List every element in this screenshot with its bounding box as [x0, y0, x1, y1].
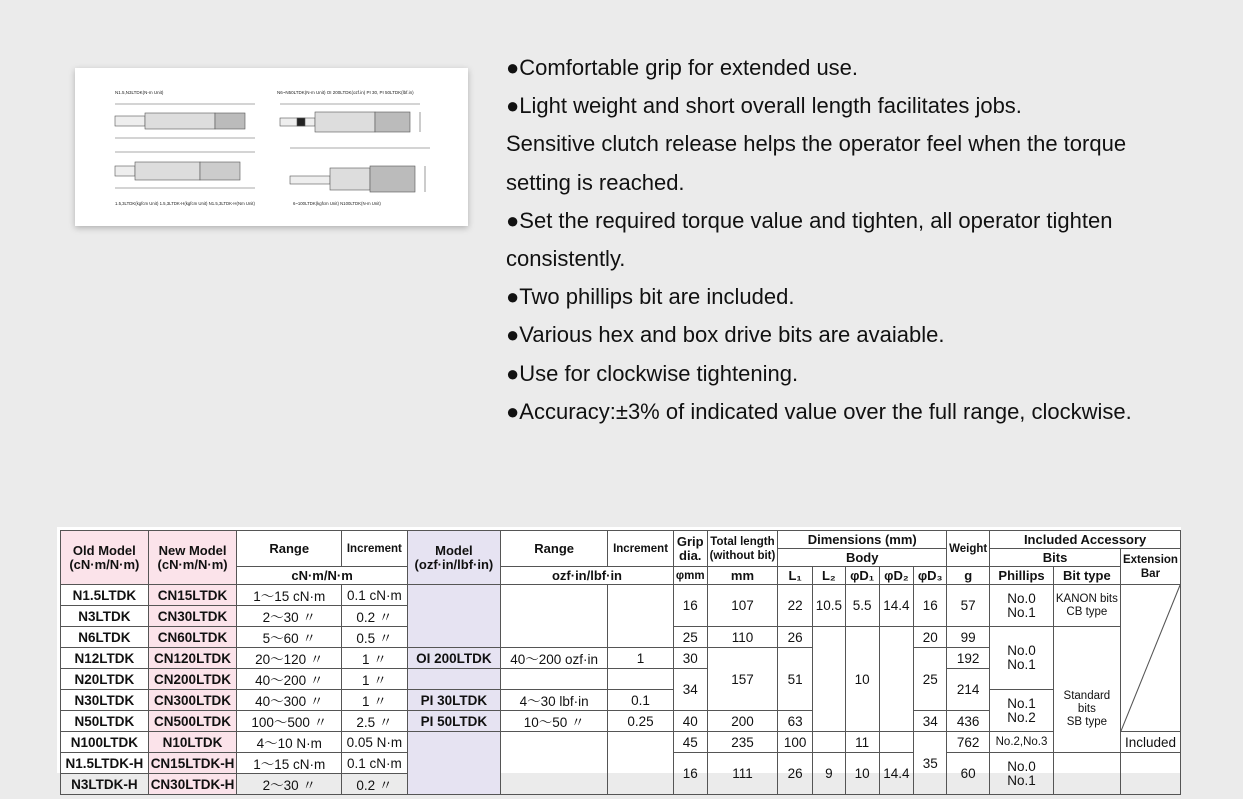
driver-dimension-drawing: [75, 68, 468, 226]
diagonal-line: [1121, 585, 1180, 731]
d1-cell: 11: [845, 732, 879, 753]
weight-cell: 436: [947, 711, 990, 732]
bit-type-cell: KANON bits CB type: [1053, 585, 1120, 627]
grip-cell: 34: [673, 669, 707, 711]
range-cell: 2～30 〃: [237, 774, 342, 795]
total-length-cell: 107: [707, 585, 778, 627]
new-model-cell: CN120LTDK: [148, 648, 237, 669]
d2-cell: [879, 732, 914, 753]
driver-sketch-3: [115, 152, 255, 188]
range-cell: 1～15 cN·m: [237, 585, 342, 606]
bit-type-cell: [1053, 753, 1120, 795]
table-row: [61, 690, 1181, 711]
d3-cell: 34: [914, 711, 947, 732]
grip-cell: 30: [673, 648, 707, 669]
weight-cell: 214: [947, 669, 990, 711]
header-bits: Bits: [990, 549, 1121, 567]
header-d1: φD₁: [845, 567, 879, 585]
l1-cell: 100: [778, 732, 813, 753]
increment-cell: 2.5 〃: [342, 711, 408, 732]
header-increment: Increment: [342, 531, 408, 567]
range-cell: 100～500 〃: [237, 711, 342, 732]
d1-cell: 10: [845, 627, 879, 732]
table-row: [61, 585, 1181, 606]
header-model: Model (ozf·in/lbf·in): [407, 531, 500, 585]
feature-line: setting is reached.: [506, 169, 685, 195]
header-body: Body: [778, 549, 947, 567]
model-cell: PI 30LTDK: [407, 690, 500, 711]
weight-cell: 192: [947, 648, 990, 669]
range-cell: 20～120 〃: [237, 648, 342, 669]
d3-cell: 20: [914, 627, 947, 648]
old-model-cell: N1.5LTDK-H: [61, 753, 149, 774]
phillips-cell: No.0 No.1: [990, 585, 1054, 627]
phillips-cell: No.0 No.1: [990, 627, 1054, 690]
spec-table-container: [57, 527, 1181, 793]
model-cell: OI 200LTDK: [407, 648, 500, 669]
d3-cell: 35: [914, 732, 947, 795]
d3-cell: 25: [914, 648, 947, 711]
range-ozf-cell: [501, 669, 608, 690]
header-phillips: Phillips: [990, 567, 1054, 585]
l1-cell: 51: [778, 648, 813, 711]
old-model-cell: N12LTDK: [61, 648, 149, 669]
driver-sketch-2: [280, 104, 420, 132]
driver-sketch-4: [290, 148, 430, 192]
header-range: Range: [237, 531, 342, 567]
d2-cell: 14.4: [879, 585, 914, 627]
header-total-length: Total length (without bit): [707, 531, 778, 567]
new-model-cell: CN15LTDK-H: [148, 753, 237, 774]
model-cell: [407, 732, 500, 795]
increment-ozf-cell: [608, 669, 674, 690]
increment-ozf-cell: [608, 732, 674, 795]
d1-cell: 10: [845, 753, 879, 795]
range-cell: 2～30 〃: [237, 606, 342, 627]
model-cell: [407, 585, 500, 648]
increment-cell: 0.2 〃: [342, 774, 408, 795]
grip-cell: 40: [673, 711, 707, 732]
old-model-cell: N30LTDK: [61, 690, 149, 711]
weight-cell: 99: [947, 627, 990, 648]
drawing-label-top-right: N6~N50LTDK(N-m Unit) OI 200LTDK(ozf.in) PI 30, PI 50LTDK(lbf.in): [277, 90, 414, 95]
d2-cell: 14.4: [879, 753, 914, 795]
old-model-cell: N3LTDK: [61, 606, 149, 627]
phillips-cell: No.0 No.1: [990, 753, 1054, 795]
increment-cell: 0.05 N·m: [342, 732, 408, 753]
spec-table: [60, 530, 1181, 795]
feature-line: consistently.: [506, 246, 626, 272]
range-cell: 5～60 〃: [237, 627, 342, 648]
l1-cell: 63: [778, 711, 813, 732]
old-model-cell: N1.5LTDK: [61, 585, 149, 606]
l1-cell: 26: [778, 753, 813, 795]
bit-type-cell: Standard bits SB type: [1053, 627, 1120, 753]
header-weight: Weight: [947, 531, 990, 567]
d2-cell: [879, 627, 914, 732]
header-range-ozf: Range: [501, 531, 608, 567]
range-ozf-cell: [501, 732, 608, 795]
range-ozf-cell: [501, 585, 608, 648]
l2-cell: 9: [812, 753, 845, 795]
new-model-cell: N10LTDK: [148, 732, 237, 753]
header-dimensions: Dimensions (mm): [778, 531, 947, 549]
d1-cell: 5.5: [845, 585, 879, 627]
model-cell: [407, 669, 500, 690]
feature-line: ●Set the required torque value and tighten, all operator tighten: [506, 207, 1113, 233]
header-l2: L₂: [812, 567, 845, 585]
feature-line: ●Light weight and short overall length facilitates jobs.: [506, 93, 1022, 119]
range-ozf-cell: 4～30 lbf·in: [501, 690, 608, 711]
new-model-cell: CN500LTDK: [148, 711, 237, 732]
drawing-label-bottom-right: 6~100LTDK(kgfcm Unit) N100LTDK(N-m Unit): [293, 201, 381, 206]
total-length-cell: 157: [707, 648, 778, 711]
total-length-cell: 111: [707, 753, 778, 795]
new-model-cell: CN30LTDK-H: [148, 774, 237, 795]
old-model-cell: N100LTDK: [61, 732, 149, 753]
header-old-model: Old Model (cN·m/N·m): [61, 531, 149, 585]
l2-cell: 10.5: [812, 585, 845, 627]
grip-cell: 16: [673, 585, 707, 627]
increment-cell: 1 〃: [342, 648, 408, 669]
table-row: [61, 732, 1181, 753]
feature-line: ●Various hex and box drive bits are avaiable.: [506, 322, 945, 348]
grip-cell: 45: [673, 732, 707, 753]
feature-line: ●Comfortable grip for extended use.: [506, 55, 859, 80]
header-d3: φD₃: [914, 567, 947, 585]
extension-bar-cell: Included: [1120, 732, 1180, 753]
header-bit-type: Bit type: [1053, 567, 1120, 585]
new-model-cell: CN30LTDK: [148, 606, 237, 627]
range-cell: 1～15 cN·m: [237, 753, 342, 774]
phillips-cell: No.2,No.3: [990, 732, 1054, 753]
header-extension-bar: Extension Bar: [1120, 549, 1180, 585]
l2-cell: [812, 627, 845, 732]
header-l1: L₁: [778, 567, 813, 585]
feature-line: ●Accuracy:±3% of indicated value over the full range, clockwise.: [506, 398, 1132, 424]
range-cell: 40～300 〃: [237, 690, 342, 711]
old-model-cell: N20LTDK: [61, 669, 149, 690]
weight-cell: 60: [947, 753, 990, 795]
header-range-ozf-unit: ozf·in/lbf·in: [501, 567, 674, 585]
new-model-cell: CN15LTDK: [148, 585, 237, 606]
old-model-cell: N50LTDK: [61, 711, 149, 732]
feature-line: Sensitive clutch release helps the operator feel when the torque: [506, 131, 1127, 157]
extension-bar-cell: [1120, 753, 1180, 795]
increment-ozf-cell: [608, 585, 674, 648]
model-cell: PI 50LTDK: [407, 711, 500, 732]
feature-list: [506, 49, 1206, 431]
total-length-cell: 200: [707, 711, 778, 732]
range-cell: 40～200 〃: [237, 669, 342, 690]
header-total-length-unit: mm: [707, 567, 778, 585]
new-model-cell: CN60LTDK: [148, 627, 237, 648]
total-length-cell: 235: [707, 732, 778, 753]
grip-cell: 25: [673, 627, 707, 648]
d3-cell: 16: [914, 585, 947, 627]
header-grip: Grip dia.: [673, 531, 707, 567]
range-ozf-cell: 10～50 〃: [501, 711, 608, 732]
driver-sketch-1: [115, 104, 255, 138]
increment-cell: 1 〃: [342, 669, 408, 690]
weight-cell: 57: [947, 585, 990, 627]
l1-cell: 26: [778, 627, 813, 648]
range-cell: 4～10 N·m: [237, 732, 342, 753]
new-model-cell: CN300LTDK: [148, 690, 237, 711]
feature-line: ●Use for clockwise tightening.: [506, 360, 799, 386]
extension-bar-cell: [1120, 585, 1180, 732]
header-weight-unit: g: [947, 567, 990, 585]
increment-ozf-cell: 1: [608, 648, 674, 669]
increment-cell: 0.1 cN·m: [342, 585, 408, 606]
phillips-cell: No.1 No.2: [990, 690, 1054, 732]
header-increment-ozf: Increment: [608, 531, 674, 567]
header-grip-unit: φmm: [673, 567, 707, 585]
increment-ozf-cell: 0.25: [608, 711, 674, 732]
total-length-cell: 110: [707, 627, 778, 648]
increment-cell: 0.1 cN·m: [342, 753, 408, 774]
header-included-accessory: Included Accessory: [990, 531, 1181, 549]
drawing-label-top-left: N1.5,N3LTDK(N-m Unit): [115, 90, 164, 95]
increment-cell: 1 〃: [342, 690, 408, 711]
old-model-cell: N3LTDK-H: [61, 774, 149, 795]
l1-cell: 22: [778, 585, 813, 627]
feature-line: ●Two phillips bit are included.: [506, 284, 795, 310]
drawing-label-bottom-left: 1.5,3LTDK(kgfcm Unit) 1.5,3LTDK-H(kgfcm Unit) N1.5,3LTDK-H(Nm Unit): [115, 201, 255, 206]
header-new-model: New Model (cN·m/N·m): [148, 531, 237, 585]
dimension-drawing-image[interactable]: [75, 68, 468, 226]
l2-cell: [812, 732, 845, 753]
header-range-unit: cN·m/N·m: [237, 567, 407, 585]
increment-cell: 0.5 〃: [342, 627, 408, 648]
range-ozf-cell: 40～200 ozf·in: [501, 648, 608, 669]
increment-cell: 0.2 〃: [342, 606, 408, 627]
weight-cell: 762: [947, 732, 990, 753]
increment-ozf-cell: 0.1: [608, 690, 674, 711]
header-d2: φD₂: [879, 567, 914, 585]
old-model-cell: N6LTDK: [61, 627, 149, 648]
new-model-cell: CN200LTDK: [148, 669, 237, 690]
grip-cell: 16: [673, 753, 707, 795]
